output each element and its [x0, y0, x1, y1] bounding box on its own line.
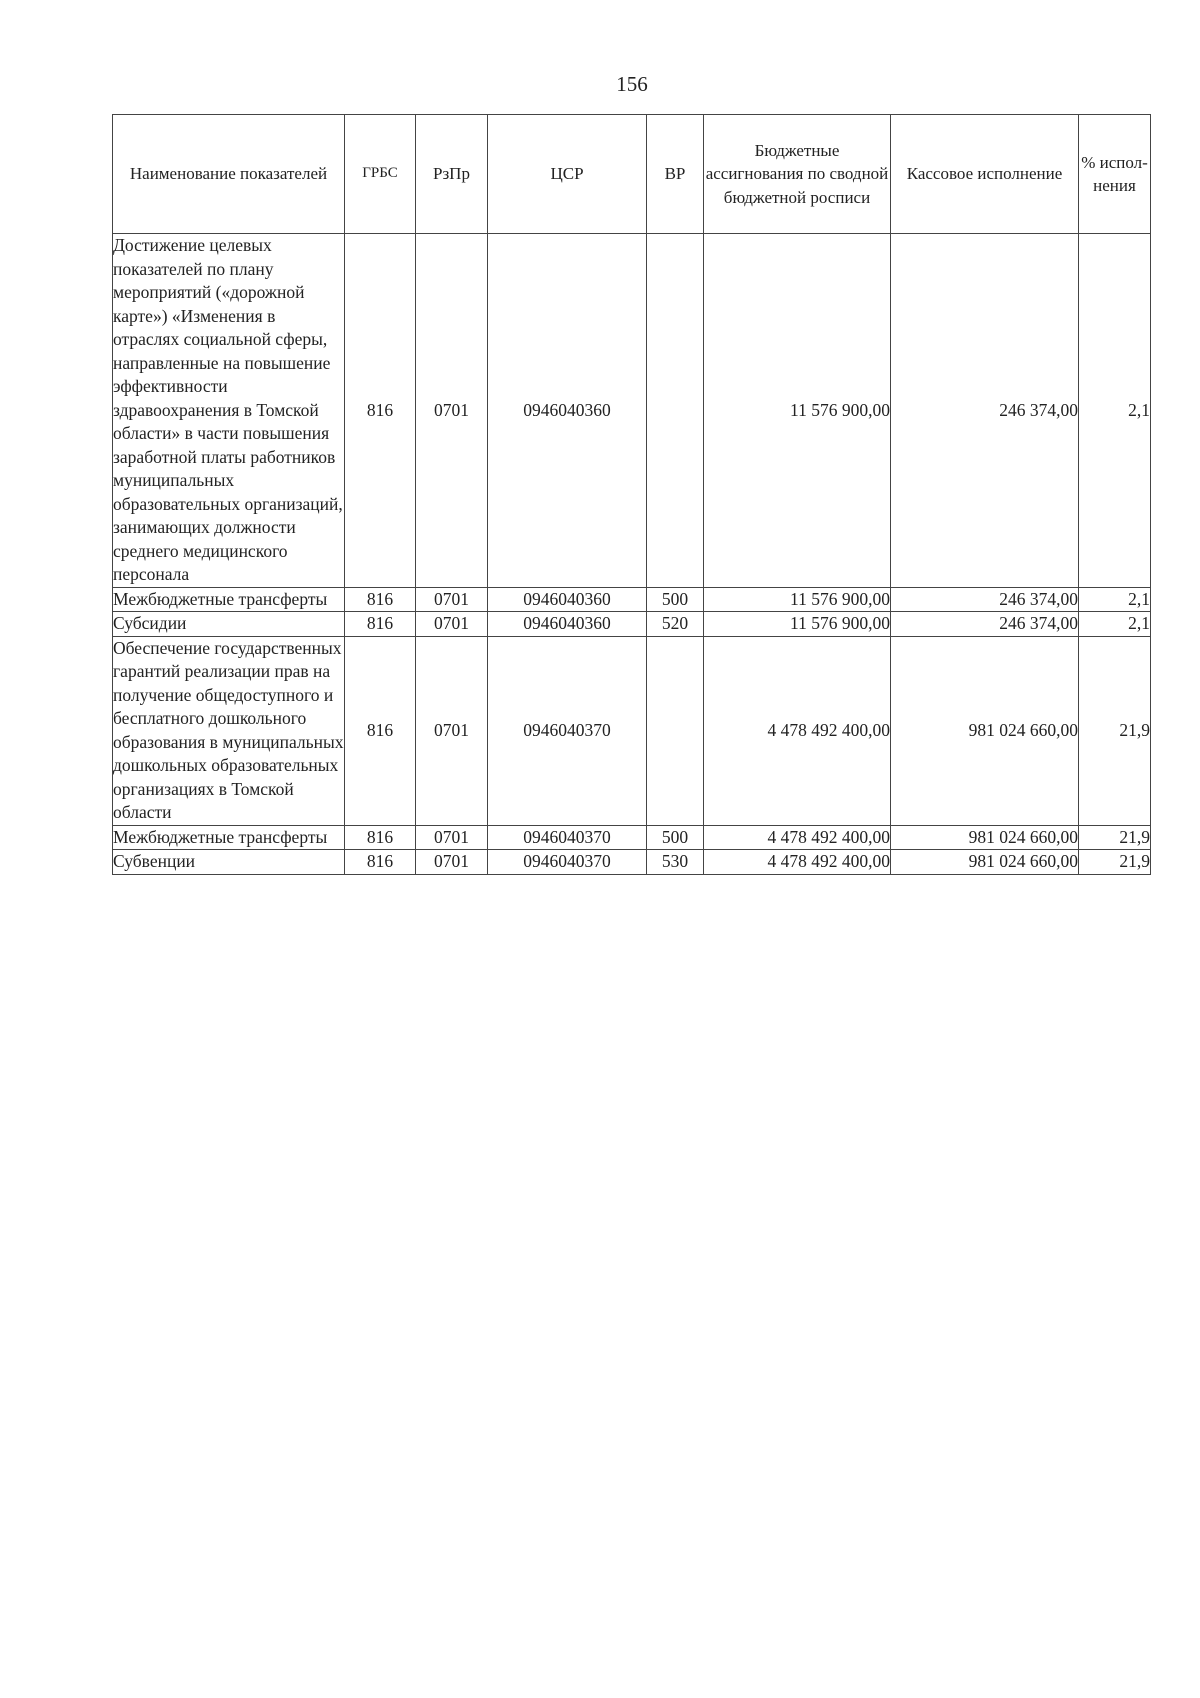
- row-name: Межбюджетные трансферты: [113, 825, 345, 850]
- table-row: [113, 825, 1151, 850]
- row-percent: 2,1: [1079, 234, 1151, 588]
- row-name: Обеспечение государственных гарантий реализации прав на получение общедоступного и бесплатного дошкольного образования в муниципальных дошкольных образовательных организациях в Томской области: [113, 636, 345, 825]
- row-allocations: 11 576 900,00: [704, 587, 891, 612]
- header-csr: ЦСР: [488, 115, 647, 234]
- row-allocations: 11 576 900,00: [704, 234, 891, 588]
- table-row: [113, 612, 1151, 637]
- row-grbs: 816: [345, 612, 416, 637]
- row-allocations: 4 478 492 400,00: [704, 850, 891, 875]
- row-percent: 21,9: [1079, 636, 1151, 825]
- row-vr: 500: [647, 587, 704, 612]
- row-rzpr: 0701: [416, 234, 488, 588]
- row-rzpr: 0701: [416, 587, 488, 612]
- row-execution: 246 374,00: [891, 234, 1079, 588]
- row-rzpr: 0701: [416, 636, 488, 825]
- row-percent: 21,9: [1079, 850, 1151, 875]
- row-vr: 500: [647, 825, 704, 850]
- row-csr: 0946040370: [488, 636, 647, 825]
- row-name: Достижение целевых показателей по плану мероприятий («дорожной карте») «Изменения в отраслях социальной сферы, направленные на повышение эффективности здравоохранения в Томской области» в части повышения заработной платы работников муниципальных образовательных организаций, занимающих должности среднего медицинского персонала: [113, 234, 345, 588]
- row-name: Субвенции: [113, 850, 345, 875]
- header-vr: ВР: [647, 115, 704, 234]
- row-allocations: 4 478 492 400,00: [704, 825, 891, 850]
- header-rzpr: РзПр: [416, 115, 488, 234]
- row-csr: 0946040370: [488, 825, 647, 850]
- table-header-row: [113, 115, 1151, 234]
- table-row: [113, 636, 1151, 825]
- row-grbs: 816: [345, 636, 416, 825]
- row-csr: 0946040370: [488, 850, 647, 875]
- row-vr: 530: [647, 850, 704, 875]
- table-row: [113, 234, 1151, 588]
- page-number: 156: [616, 72, 648, 96]
- row-percent: 2,1: [1079, 587, 1151, 612]
- row-vr: [647, 234, 704, 588]
- header-allocations: Бюджетные ассигнования по сводной бюджетной росписи: [704, 115, 891, 234]
- row-vr: [647, 636, 704, 825]
- row-allocations: 11 576 900,00: [704, 612, 891, 637]
- row-csr: 0946040360: [488, 587, 647, 612]
- row-grbs: 816: [345, 825, 416, 850]
- row-csr: 0946040360: [488, 612, 647, 637]
- row-execution: 981 024 660,00: [891, 850, 1079, 875]
- header-execution: Кассовое исполнение: [891, 115, 1079, 234]
- header-percent: % испол-нения: [1079, 115, 1151, 234]
- table-row: [113, 850, 1151, 875]
- row-vr: 520: [647, 612, 704, 637]
- row-grbs: 816: [345, 587, 416, 612]
- table-row: [113, 587, 1151, 612]
- row-rzpr: 0701: [416, 612, 488, 637]
- row-grbs: 816: [345, 234, 416, 588]
- header-grbs: ГРБС: [345, 115, 416, 234]
- row-name: Межбюджетные трансферты: [113, 587, 345, 612]
- row-execution: 981 024 660,00: [891, 636, 1079, 825]
- row-name: Субсидии: [113, 612, 345, 637]
- row-grbs: 816: [345, 850, 416, 875]
- row-percent: 2,1: [1079, 612, 1151, 637]
- row-allocations: 4 478 492 400,00: [704, 636, 891, 825]
- row-execution: 246 374,00: [891, 612, 1079, 637]
- row-execution: 981 024 660,00: [891, 825, 1079, 850]
- row-percent: 21,9: [1079, 825, 1151, 850]
- row-csr: 0946040360: [488, 234, 647, 588]
- row-rzpr: 0701: [416, 850, 488, 875]
- header-name: Наименование показателей: [113, 115, 345, 234]
- row-execution: 246 374,00: [891, 587, 1079, 612]
- row-rzpr: 0701: [416, 825, 488, 850]
- budget-execution-table: [112, 114, 1151, 875]
